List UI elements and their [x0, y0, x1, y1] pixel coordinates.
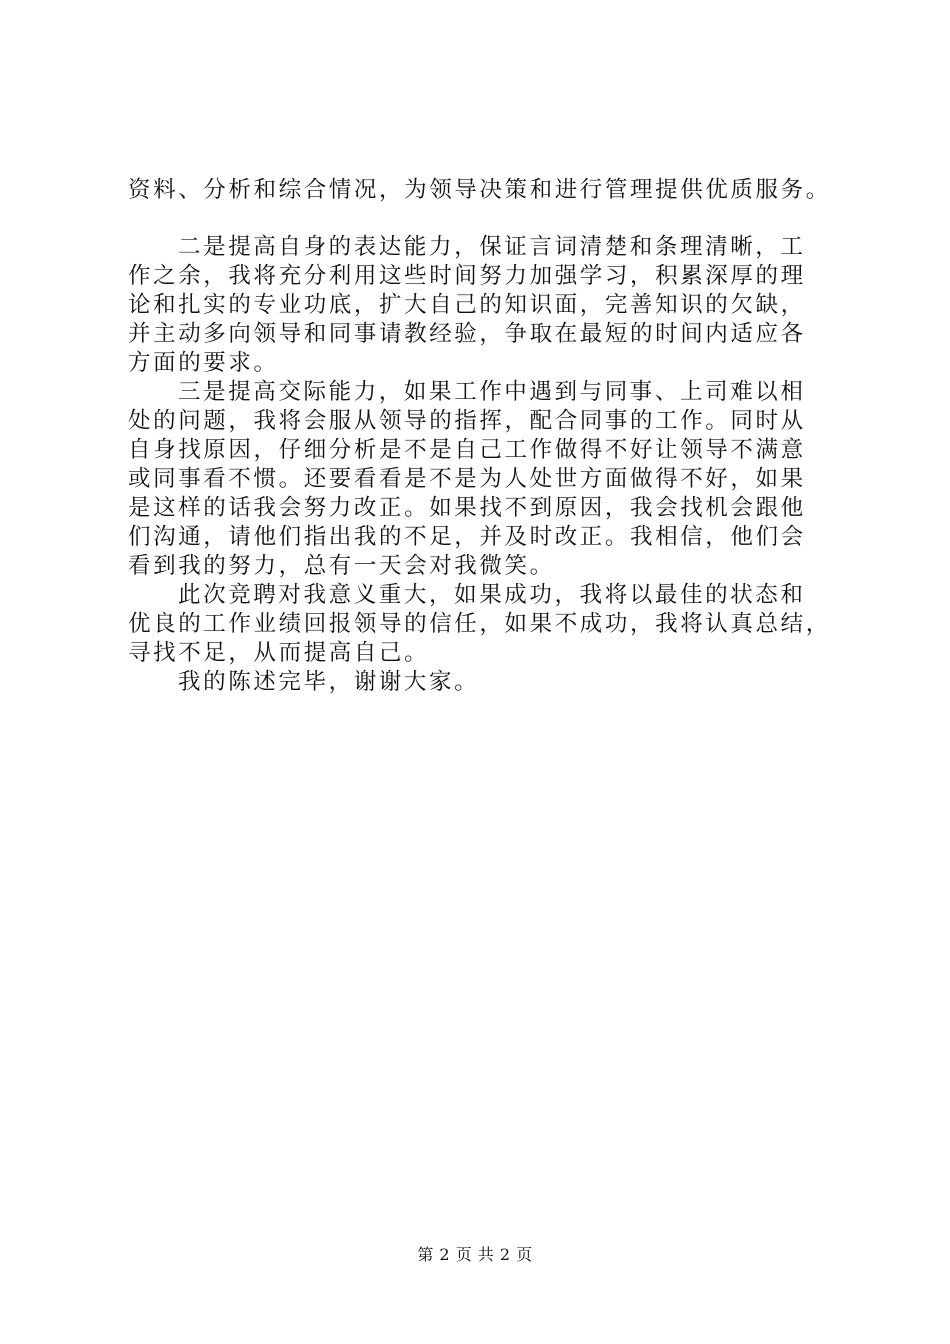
paragraph-3-line-7: 看到我的努力，总有一天会对我微笑。 — [128, 553, 555, 579]
paragraph-2-line-1: 二是提高自身的表达能力，保证言词清楚和条理清晰，工 — [178, 234, 806, 260]
paragraph-2-line-5: 方面的要求。 — [128, 350, 279, 376]
paragraph-3-line-4: 或同事看不惯。还要看看是不是为人处世方面做得不好，如果 — [128, 466, 806, 492]
paragraph-4-line-3: 寻找不足，从而提高自己。 — [128, 640, 430, 666]
paragraph-3-line-1: 三是提高交际能力，如果工作中遇到与同事、上司难以相 — [178, 379, 806, 405]
paragraph-4-line-1: 此次竞聘对我意义重大，如果成功，我将以最佳的状态和 — [178, 582, 806, 608]
paragraph-1-line-1: 资料、分析和综合情况，为领导决策和进行管理提供优质服务。 — [128, 177, 831, 203]
document-body — [128, 176, 840, 697]
paragraph-5-line-1: 我的陈述完毕，谢谢大家。 — [178, 669, 480, 695]
paragraph-4-line-2: 优良的工作业绩回报领导的信任，如果不成功，我将认真总结， — [128, 611, 831, 637]
paragraph-3-line-5: 是这样的话我会努力改正。如果找不到原因，我会找机会跟他 — [128, 495, 806, 521]
paragraph-3-line-3: 自身找原因，仔细分析是不是自己工作做得不好让领导不满意 — [128, 437, 806, 463]
paragraph-2-line-4: 并主动多向领导和同事请教经验，争取在最短的时间内适应各 — [128, 321, 806, 347]
paragraph-3-line-6: 们沟通，请他们指出我的不足，并及时改正。我相信，他们会 — [128, 524, 806, 550]
page-number-footer: 第 2 页 共 2 页 — [417, 1245, 533, 1264]
paragraph-2-line-2: 作之余，我将充分利用这些时间努力加强学习，积累深厚的理 — [128, 263, 806, 289]
paragraph-2-line-3: 论和扎实的专业功底，扩大自己的知识面，完善知识的欠缺， — [128, 292, 806, 318]
paragraph-3-line-2: 处的问题，我将会服从领导的指挥，配合同事的工作。同时从 — [128, 408, 806, 434]
